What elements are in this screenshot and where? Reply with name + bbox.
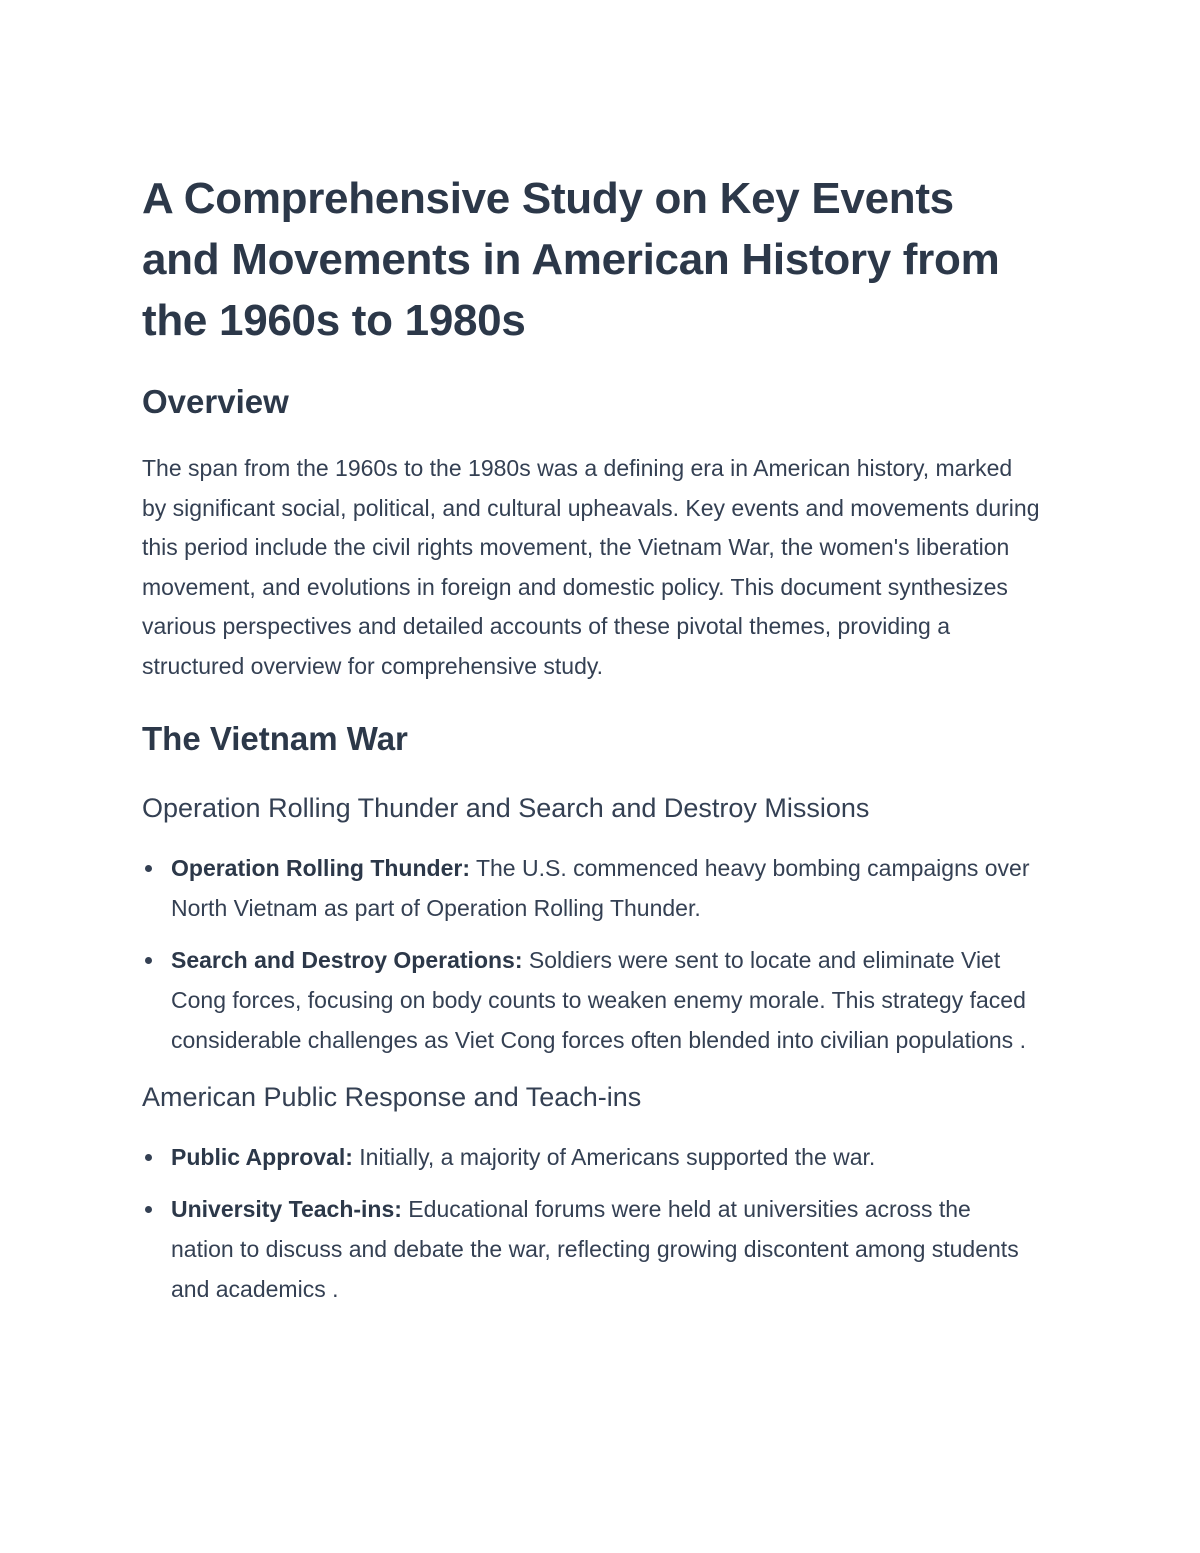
- list-item-term: Public Approval:: [171, 1144, 353, 1170]
- list-item-text: Initially, a majority of Americans supported the war.: [352, 1144, 876, 1170]
- public-response-list: [142, 1137, 1062, 1309]
- list-item: [142, 848, 1051, 928]
- list-item-term: Operation Rolling Thunder:: [171, 855, 470, 881]
- list-item: [142, 940, 1061, 1060]
- overview-heading: Overview: [142, 383, 289, 420]
- list-item: [142, 1189, 1021, 1309]
- rolling-thunder-subheading: Operation Rolling Thunder and Search and Destroy Missions: [142, 793, 870, 823]
- document-page: [142, 168, 1062, 1309]
- list-item-text: Educational forums were held at universities across the nation to discuss and debate the war, reflecting growing discontent among students and academics .: [171, 1196, 1019, 1302]
- public-response-subheading: American Public Response and Teach-ins: [142, 1082, 642, 1112]
- list-item-text: The U.S. commenced heavy bombing campaigns over North Vietnam as part of Operation Rolling Thunder.: [171, 855, 1030, 921]
- document-title: A Comprehensive Study on Key Events and Movements in American History from the 1960s to 1980s: [142, 174, 1000, 345]
- list-item-term: Search and Destroy Operations:: [171, 947, 523, 973]
- overview-paragraph: The span from the 1960s to the 1980s was a defining era in American history, marked by significant social, political, and cultural upheavals. Key events and movements during this period include the civil rights movement, the Vietnam War, the women's liberation movement, and evolutions in foreign and domestic policy. This document synthesizes various perspectives and detailed accounts of these pivotal themes, providing a structured overview for comprehensive study.: [142, 455, 1040, 679]
- vietnam-war-heading: The Vietnam War: [142, 720, 408, 757]
- list-item: [142, 1137, 1051, 1177]
- list-item-text: Soldiers were sent to locate and eliminate Viet Cong forces, focusing on body counts to weaken enemy morale. This strategy faced considerable challenges as Viet Cong forces often blended into civilian populations .: [171, 947, 1026, 1053]
- list-item-term: University Teach-ins:: [171, 1196, 402, 1222]
- rolling-thunder-list: [142, 848, 1062, 1060]
